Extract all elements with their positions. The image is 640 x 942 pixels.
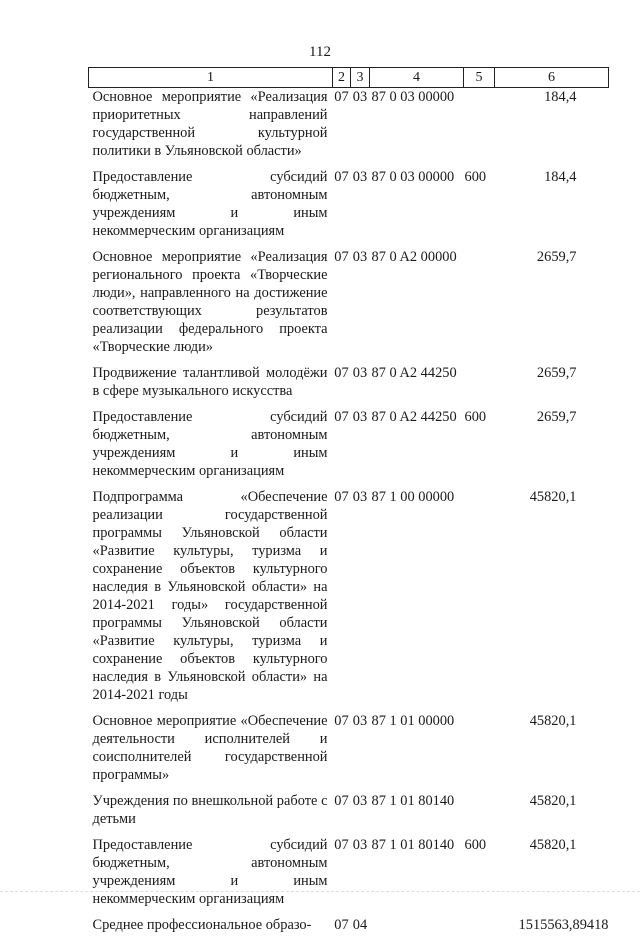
row-subsection: 03 xyxy=(352,713,368,729)
row-amount: 45820,1 xyxy=(529,713,577,729)
table-row xyxy=(89,88,609,169)
row-target-code: 87 1 01 80140 xyxy=(371,837,455,853)
row-expense-type xyxy=(464,712,495,792)
row-section: 07 xyxy=(334,793,349,809)
row-name: Основное мероприятие «Реализация регионального проекта «Творческие люди», направленного на достижение соответствующих результатов реализации федерального проекта «Творческие люди» xyxy=(92,249,328,355)
row-amount: 2659,7 xyxy=(536,365,577,381)
table-row xyxy=(89,168,609,248)
row-expense-type xyxy=(464,364,495,408)
row-name: Учреждения по внешкольной работе с детьми xyxy=(92,793,328,827)
row-section: 07 xyxy=(334,169,349,185)
table-row xyxy=(89,488,609,712)
row-section: 07 xyxy=(334,917,349,933)
row-name: Продвижение талантливой молодёжи в сфере музыкального искусства xyxy=(92,365,328,399)
row-expense-type xyxy=(464,248,495,364)
header-col-4: 4 xyxy=(370,68,464,88)
row-name: Подпрограмма «Обеспечение реализации государственной программы Ульяновской области «Развитие культуры, туризма и сохранение объектов культурного наследия в Ульяновской области» на 2014-2021 годы» государственной программы Ульяновской области «Развитие культуры, туризма и сохранение объектов культурного наследия в Ульяновской области» на 2014-2021 годы xyxy=(92,489,328,703)
table-row xyxy=(89,248,609,364)
header-col-5: 5 xyxy=(464,68,495,88)
row-amount: 184,4 xyxy=(544,89,577,105)
row-expense-type xyxy=(464,488,495,712)
row-expense-type: 600 xyxy=(464,169,487,185)
row-amount: 1515563,89418 xyxy=(518,917,609,933)
header-col-3: 3 xyxy=(351,68,370,88)
row-subsection: 03 xyxy=(352,489,368,505)
row-expense-type xyxy=(464,88,495,169)
row-section: 07 xyxy=(334,249,349,265)
row-target-code xyxy=(370,916,464,942)
row-amount: 45820,1 xyxy=(529,489,577,505)
table-row xyxy=(89,836,609,916)
table-row xyxy=(89,712,609,792)
row-subsection: 03 xyxy=(352,89,368,105)
row-target-code: 87 0 A2 44250 xyxy=(371,365,457,381)
row-amount: 45820,1 xyxy=(529,793,577,809)
row-section: 07 xyxy=(334,713,349,729)
row-target-code: 87 1 01 80140 xyxy=(371,793,455,809)
row-subsection: 04 xyxy=(352,917,368,933)
row-name: Предоставление субсидий бюджетным, автономным учреждениям и иным некоммерческим организациям xyxy=(92,837,328,907)
table-row xyxy=(89,408,609,488)
row-name: Среднее профессиональное образо- xyxy=(92,917,312,933)
row-expense-type xyxy=(464,916,495,942)
row-name: Предоставление субсидий бюджетным, автономным учреждениям и иным некоммерческим организациям xyxy=(92,169,328,239)
header-col-6: 6 xyxy=(495,68,609,88)
row-subsection: 03 xyxy=(352,249,368,265)
row-expense-type xyxy=(464,792,495,836)
row-section: 07 xyxy=(334,489,349,505)
row-amount: 184,4 xyxy=(544,169,577,185)
row-subsection: 03 xyxy=(352,169,368,185)
row-target-code: 87 1 01 00000 xyxy=(371,713,455,729)
row-name: Основное мероприятие «Реализация приоритетных направлений государственной культурной политики в Ульяновской области» xyxy=(92,89,328,159)
row-subsection: 03 xyxy=(352,793,368,809)
row-amount: 2659,7 xyxy=(536,249,577,265)
header-col-2: 2 xyxy=(333,68,351,88)
header-col-1: 1 xyxy=(89,68,333,88)
table-row xyxy=(89,916,609,942)
row-name: Предоставление субсидий бюджетным, автономным учреждениям и иным некоммерческим организациям xyxy=(92,409,328,479)
budget-table xyxy=(88,67,609,942)
row-amount: 45820,1 xyxy=(529,837,577,853)
row-target-code: 87 0 03 00000 xyxy=(371,169,455,185)
page-number: 112 xyxy=(309,44,331,60)
table-row xyxy=(89,792,609,836)
row-section: 07 xyxy=(334,837,349,853)
row-target-code: 87 0 A2 44250 xyxy=(371,409,457,425)
row-section: 07 xyxy=(334,409,349,425)
header-row xyxy=(89,68,609,88)
row-target-code: 87 0 A2 00000 xyxy=(371,249,457,265)
row-name: Основное мероприятие «Обеспечение деятельности исполнителей и соисполнителей государственной программы» xyxy=(92,713,328,783)
row-section: 07 xyxy=(334,365,349,381)
row-subsection: 03 xyxy=(352,837,368,853)
row-target-code: 87 1 00 00000 xyxy=(371,489,455,505)
row-target-code: 87 0 03 00000 xyxy=(371,89,455,105)
row-section: 07 xyxy=(334,89,349,105)
row-expense-type: 600 xyxy=(464,409,487,425)
row-amount: 2659,7 xyxy=(536,409,577,425)
row-subsection: 03 xyxy=(352,409,368,425)
row-expense-type: 600 xyxy=(464,837,487,853)
table-row xyxy=(89,364,609,408)
row-subsection: 03 xyxy=(352,365,368,381)
scan-edge-divider xyxy=(0,891,640,893)
